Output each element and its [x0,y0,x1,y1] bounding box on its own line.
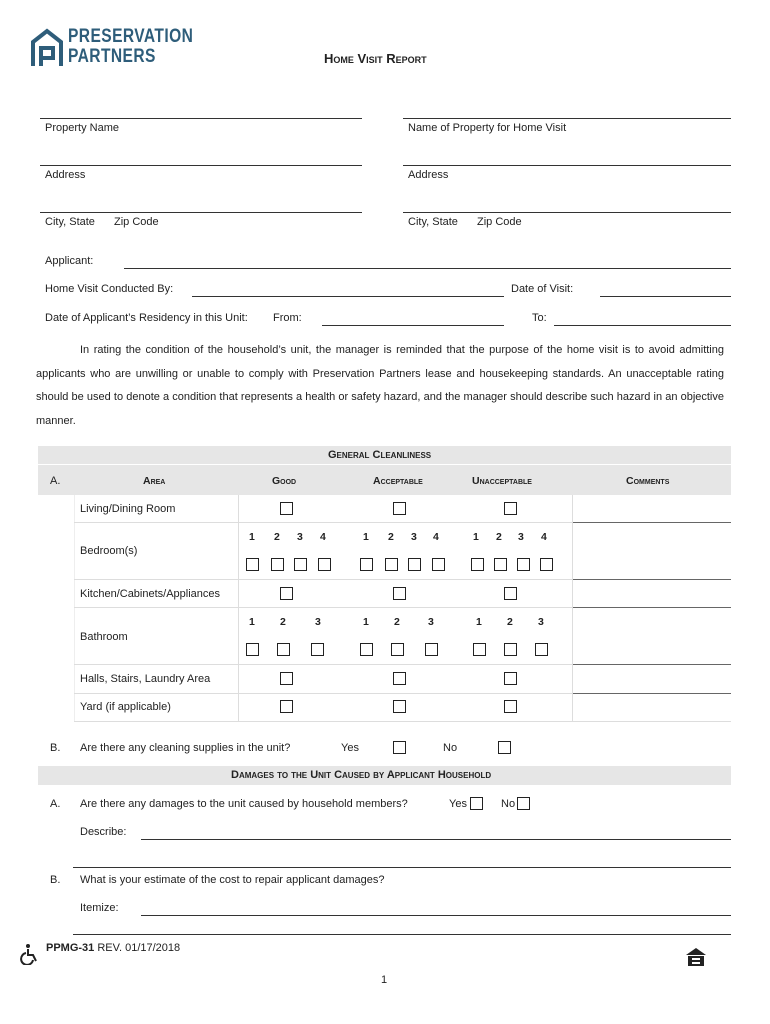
page-title: Home Visit Report [324,51,427,66]
logo-line1: PRESERVATION [68,26,194,47]
row-halls-label: Halls, Stairs, Laundry Area [80,673,211,685]
col-unacceptable: Unacceptable [472,475,532,487]
bedroom-unacc-checkbox-3[interactable] [517,558,530,571]
address-right-label: Address [408,169,449,181]
describe-label: Describe: [80,826,127,838]
applicant-line[interactable] [124,268,731,269]
bedroom-good-checkbox-2[interactable] [271,558,284,571]
damages-letter-a: A. [50,798,61,810]
property-name-label: Property Name [45,122,119,134]
bedroom-acc-num-3: 3 [411,531,417,543]
bedroom-acc-num-2: 2 [388,531,394,543]
address-right-line[interactable] [403,165,731,166]
itemize-label: Itemize: [80,902,119,914]
col-area: Area [143,475,166,487]
col-good: Good [272,475,297,487]
bedroom-good-checkbox-1[interactable] [246,558,259,571]
property-visit-label: Name of Property for Home Visit [408,122,567,134]
bath-good-num-2: 2 [280,616,286,628]
damages-no-checkbox[interactable] [517,797,530,810]
comment-line-bathroom[interactable] [573,664,731,665]
bath-unacc-num-1: 1 [476,616,482,628]
halls-good-checkbox[interactable] [280,672,293,685]
itemize-line-1[interactable] [141,915,731,916]
cleanliness-letter-a: A. [50,475,61,487]
itemize-line-2[interactable] [73,934,731,935]
intro-paragraph [36,339,724,433]
comment-line-kitchen[interactable] [573,607,731,608]
col-acceptable: Acceptable [373,475,423,487]
living-acceptable-checkbox[interactable] [393,502,406,515]
bath-acc-checkbox-1[interactable] [360,643,373,656]
bath-acc-checkbox-2[interactable] [391,643,404,656]
bedroom-acc-checkbox-4[interactable] [432,558,445,571]
living-good-checkbox[interactable] [280,502,293,515]
revision-date: REV. 01/17/2018 [97,942,181,954]
comment-line-living[interactable] [573,522,731,523]
yard-acceptable-checkbox[interactable] [393,700,406,713]
row-yard-label: Yard (if applicable) [80,701,171,713]
yard-unacceptable-checkbox[interactable] [504,700,517,713]
bath-acc-num-3: 3 [428,616,434,628]
logo-house-icon [30,28,64,68]
supplies-yes-label: Yes [341,742,359,754]
kitchen-unacceptable-checkbox[interactable] [504,587,517,600]
bedroom-unacc-num-2: 2 [496,531,502,543]
bedroom-unacc-checkbox-2[interactable] [494,558,507,571]
bedroom-good-num-3: 3 [297,531,303,543]
bedroom-acc-num-4: 4 [433,531,439,543]
kitchen-acceptable-checkbox[interactable] [393,587,406,600]
applicant-label: Applicant: [45,255,94,267]
damages-question-a: Are there any damages to the unit caused by household members? [80,798,408,810]
bedroom-acc-num-1: 1 [363,531,369,543]
city-state-left-label: City, State [45,216,95,228]
footer-revision [46,942,180,954]
to-label: To: [532,312,547,324]
row-living-label: Living/Dining Room [80,503,176,515]
bath-good-num-1: 1 [249,616,255,628]
damages-yes-label: Yes [449,798,467,810]
yard-good-checkbox[interactable] [280,700,293,713]
accessibility-icon [20,943,40,965]
bedroom-unacc-num-4: 4 [541,531,547,543]
page-number: 1 [381,974,388,986]
property-name-line[interactable] [40,118,362,119]
date-of-visit-label: Date of Visit: [511,283,574,295]
col-comments: Comments [626,475,670,487]
equal-housing-icon [685,947,707,967]
bedroom-good-checkbox-4[interactable] [318,558,331,571]
cleanliness-title: General Cleanliness [328,449,432,461]
bath-unacc-num-3: 3 [538,616,544,628]
cleanliness-letter-b: B. [50,742,61,754]
row-kitchen-label: Kitchen/Cabinets/Appliances [80,588,221,600]
damages-no-label: No [501,798,516,810]
bath-acc-checkbox-3[interactable] [425,643,438,656]
city-state-right-label: City, State [408,216,458,228]
bath-unacc-checkbox-3[interactable] [535,643,548,656]
row-bathroom-label: Bathroom [80,631,128,643]
bedroom-good-num-4: 4 [320,531,326,543]
city-left-line[interactable] [40,212,362,213]
supplies-no-checkbox[interactable] [498,741,511,754]
date-of-visit-line[interactable] [600,296,731,297]
conducted-by-label: Home Visit Conducted By: [45,283,174,295]
supplies-question: Are there any cleaning supplies in the unit? [80,742,291,754]
bath-good-checkbox-2[interactable] [277,643,290,656]
city-right-line[interactable] [403,212,731,213]
bedroom-acc-checkbox-1[interactable] [360,558,373,571]
address-left-line[interactable] [40,165,362,166]
to-line[interactable] [554,325,731,326]
damages-yes-checkbox[interactable] [470,797,483,810]
residency-label: Date of Applicant’s Residency in this Unit: [45,312,248,324]
intro-text: In rating the condition of the household’s unit, the manager is reminded that the purpose of the home visit is to avoid admitting applicants who are unwilling or unable to comply with Preservation Partners lease and housekeeping standards. An unacceptable rating should be used to denote a condition that represents a health or safety hazard, and the manager should describe such hazard in an objective manner. [36,344,724,427]
damages-question-b: What is your estimate of the cost to repair applicant damages? [80,874,385,886]
describe-line-2[interactable] [73,867,731,868]
halls-acceptable-checkbox[interactable] [393,672,406,685]
kitchen-good-checkbox[interactable] [280,587,293,600]
from-label: From: [273,312,302,324]
bath-good-checkbox-1[interactable] [246,643,259,656]
property-visit-line[interactable] [403,118,731,119]
from-line[interactable] [322,325,504,326]
bedroom-acc-checkbox-3[interactable] [408,558,421,571]
bath-acc-num-1: 1 [363,616,369,628]
bedroom-acc-checkbox-2[interactable] [385,558,398,571]
comment-line-bedroom[interactable] [573,579,731,580]
form-code: PPMG-31 [46,942,95,954]
supplies-yes-checkbox[interactable] [393,741,406,754]
conducted-by-line[interactable] [192,296,504,297]
address-left-label: Address [45,169,86,181]
row-bedroom-label: Bedroom(s) [80,545,138,557]
halls-unacceptable-checkbox[interactable] [504,672,517,685]
comment-line-halls[interactable] [573,693,731,694]
zip-left-label: Zip Code [114,216,159,228]
living-unacceptable-checkbox[interactable] [504,502,517,515]
bath-unacc-checkbox-2[interactable] [504,643,517,656]
bedroom-unacc-checkbox-1[interactable] [471,558,484,571]
zip-right-label: Zip Code [477,216,522,228]
bath-acc-num-2: 2 [394,616,400,628]
bath-good-num-3: 3 [315,616,321,628]
logo-line2: PARTNERS [68,46,156,67]
bath-good-checkbox-3[interactable] [311,643,324,656]
describe-line-1[interactable] [141,839,731,840]
damages-title: Damages to the Unit Caused by Applicant Household [231,769,492,781]
bedroom-good-num-1: 1 [249,531,255,543]
bath-unacc-checkbox-1[interactable] [473,643,486,656]
supplies-no-label: No [443,742,458,754]
bedroom-unacc-num-3: 3 [518,531,524,543]
damages-letter-b: B. [50,874,61,886]
bedroom-unacc-num-1: 1 [473,531,479,543]
bath-unacc-num-2: 2 [507,616,513,628]
logo [30,26,194,68]
bedroom-unacc-checkbox-4[interactable] [540,558,553,571]
bedroom-good-num-2: 2 [274,531,280,543]
bedroom-good-checkbox-3[interactable] [294,558,307,571]
